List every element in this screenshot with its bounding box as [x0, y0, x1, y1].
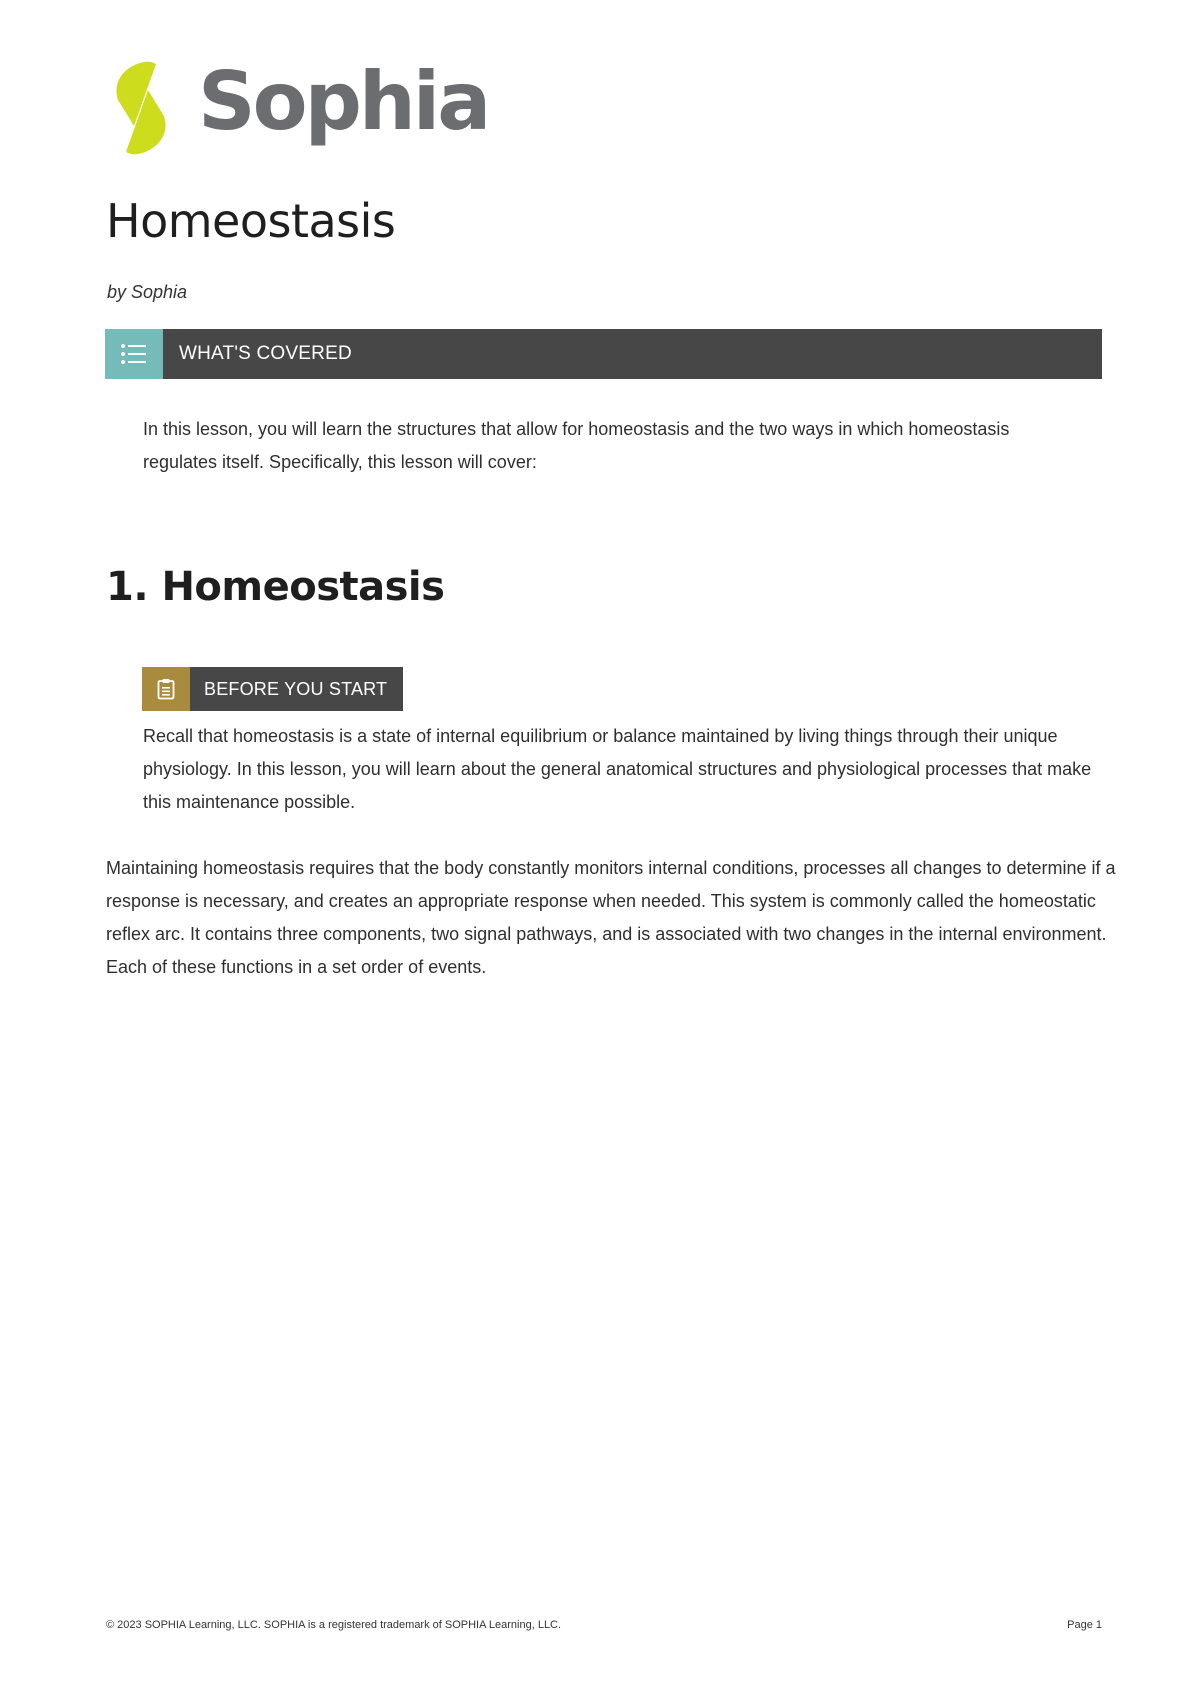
byline: by Sophia: [107, 282, 188, 302]
whats-covered-text: In this lesson, you will learn the structures that allow for homeostasis and the two ways in which homeostasis regulates itself. Specifically, this lesson will cover:: [143, 419, 1010, 472]
sophia-logo: [104, 56, 488, 160]
page-title: Homeostasis: [106, 194, 396, 248]
list-icon: [120, 342, 148, 366]
sophia-logo-wordmark: Sophia: [198, 55, 489, 148]
whats-covered-label: WHAT'S COVERED: [179, 343, 352, 364]
sophia-logo-icon: [104, 56, 178, 160]
footer-copyright: © 2023 SOPHIA Learning, LLC. SOPHIA is a registered trademark of SOPHIA Learning, LLC.: [106, 1619, 562, 1631]
section-heading: 1. Homeostasis: [106, 564, 445, 610]
clipboard-icon: [157, 678, 175, 700]
before-you-start-icon-box: [142, 667, 190, 711]
whats-covered-header: [105, 329, 1102, 379]
before-you-start-label: BEFORE YOU START: [204, 678, 388, 699]
body-paragraph: Maintaining homeostasis requires that the body constantly monitors internal conditions, processes all changes to determine if a response is necessary, and creates an appropriate response when needed. This system is commonly called the homeostatic reflex arc. It contains three components, two signal pathways, and is associated with two changes in the internal environment. Each of these functions in a set order of events.: [106, 858, 1116, 977]
before-you-start-header: [142, 667, 403, 711]
before-you-start-text: Recall that homeostasis is a state of internal equilibrium or balance maintained by living things through their unique physiology. In this lesson, you will learn about the general anatomical structures and physiological processes that make this maintenance possible.: [143, 726, 1092, 812]
footer-page-number: Page 1: [1067, 1619, 1102, 1631]
whats-covered-icon-box: [105, 329, 163, 379]
